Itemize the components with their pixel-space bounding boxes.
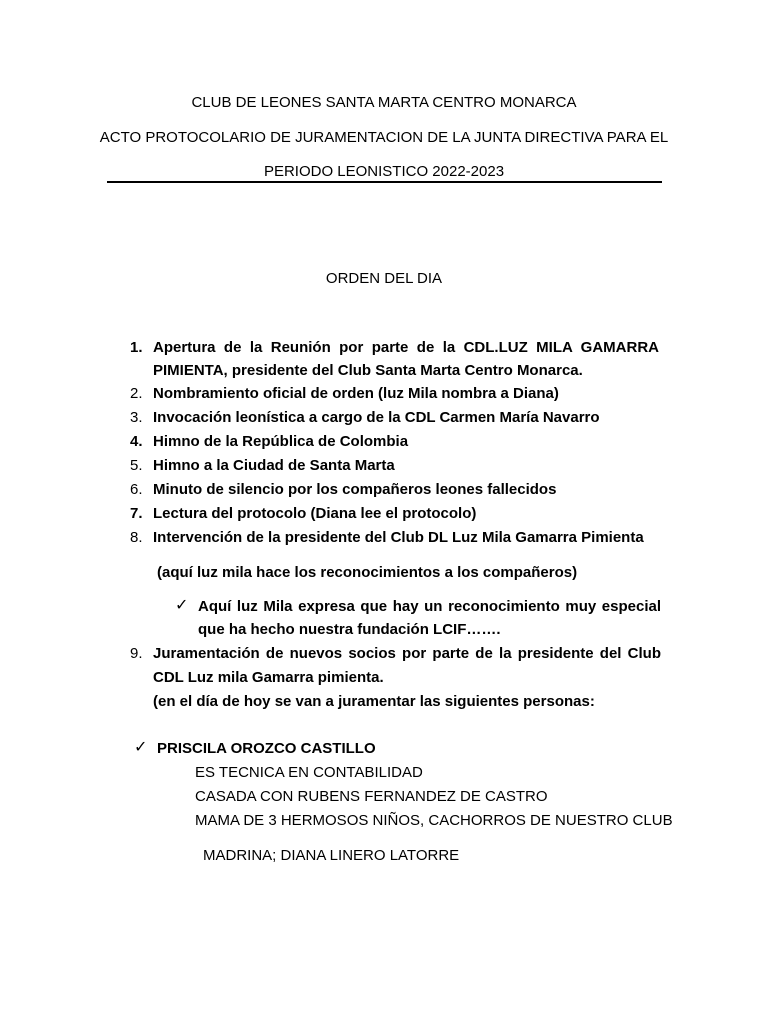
- period-title: PERIODO LEONISTICO 2022-2023: [263, 163, 505, 180]
- header-divider: [107, 181, 662, 183]
- agenda-number: 5.: [130, 457, 143, 474]
- agenda-item-text: Apertura de la Reunión por parte de la CDL.LUZ MILA GAMARRA PIMIENTA, presidente del Club Santa Marta Centro Monarca.: [153, 339, 659, 379]
- agenda-number: 3.: [130, 409, 143, 426]
- person-detail: CASADA CON RUBENS FERNANDEZ DE CASTRO: [195, 788, 548, 805]
- agenda-item-text: Minuto de silencio por los compañeros leones fallecidos: [153, 481, 557, 498]
- agenda-item-text: Intervención de la presidente del Club DL Luz Mila Gamarra Pimienta: [153, 529, 644, 546]
- check-line-2: que ha hecho nuestra fundación LCIF…….: [198, 621, 501, 638]
- agenda-item-text: Himno de la República de Colombia: [153, 433, 409, 450]
- club-title: CLUB DE LEONES SANTA MARTA CENTRO MONARCA: [191, 94, 577, 111]
- agenda-item-text: Invocación leonística a cargo de la CDL Carmen María Navarro: [153, 409, 600, 426]
- section-title: ORDEN DEL DIA: [325, 270, 443, 287]
- checkmark-icon: ✓: [175, 597, 189, 614]
- item-9-line-2: CDL Luz mila Gamarra pimienta.: [153, 669, 384, 686]
- agenda-number: 1.: [130, 339, 143, 356]
- agenda-number: 9.: [130, 645, 143, 662]
- checkmark-icon: ✓: [134, 739, 148, 756]
- agenda-number: 7.: [130, 505, 143, 522]
- person-sponsor: MADRINA; DIANA LINERO LATORRE: [203, 847, 460, 864]
- item-8-note: (aquí luz mila hace los reconocimientos a los compañeros): [157, 564, 578, 581]
- agenda-number: 4.: [130, 433, 143, 450]
- item-9-line-3: (en el día de hoy se van a juramentar las siguientes personas:: [153, 693, 595, 710]
- agenda-item-text: Himno a la Ciudad de Santa Marta: [153, 457, 395, 474]
- person-name: PRISCILA OROZCO CASTILLO: [157, 740, 376, 757]
- item-9-line-1: Juramentación de nuevos socios por parte de la presidente del Club: [153, 645, 661, 662]
- person-detail: ES TECNICA EN CONTABILIDAD: [195, 764, 423, 781]
- agenda-item-text: Nombramiento oficial de orden (luz Mila nombra a Diana): [153, 385, 559, 402]
- agenda-item-text: Lectura del protocolo (Diana lee el protocolo): [153, 505, 477, 522]
- act-title: ACTO PROTOCOLARIO DE JURAMENTACION DE LA JUNTA DIRECTIVA PARA EL: [99, 129, 669, 146]
- check-line-1: Aquí luz Mila expresa que hay un reconocimiento muy especial: [198, 598, 661, 615]
- agenda-number: 6.: [130, 481, 143, 498]
- agenda-number: 2.: [130, 385, 143, 402]
- person-detail: MAMA DE 3 HERMOSOS NIÑOS, CACHORROS DE NUESTRO CLUB: [195, 812, 673, 829]
- agenda-number: 8.: [130, 529, 143, 546]
